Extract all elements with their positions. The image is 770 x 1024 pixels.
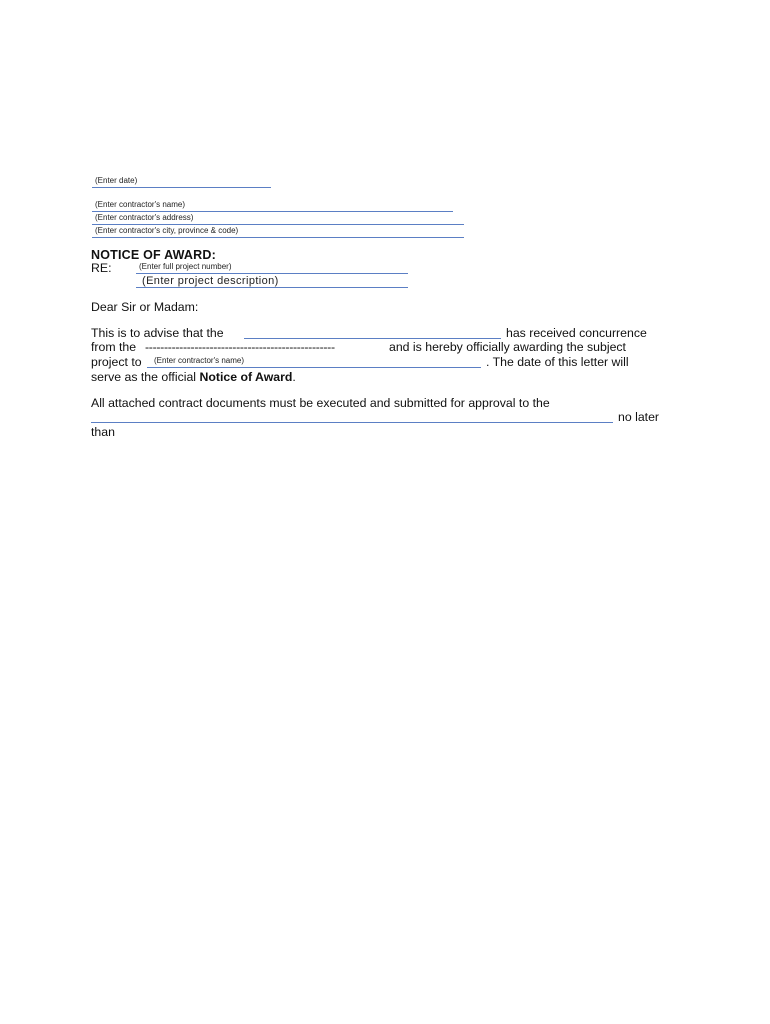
date-field[interactable]	[92, 175, 271, 188]
p1-line4-end: .	[292, 370, 296, 384]
salutation: Dear Sir or Madam:	[91, 300, 199, 314]
project-description-field[interactable]	[136, 274, 408, 288]
notice-of-award-bold: Notice of Award	[199, 370, 293, 384]
p2-line2-end: no later	[618, 410, 660, 424]
p1-line4	[91, 370, 296, 385]
p1-line2-end: and is hereby officially awarding the subject	[389, 340, 626, 354]
p1-line1-start: This is to advise that the	[91, 326, 224, 340]
p2-line1: All attached contract documents must be executed and submitted for approval to the	[91, 396, 550, 410]
date-placeholder: (Enter date)	[95, 176, 138, 185]
project-description-placeholder: (Enter project description)	[142, 275, 279, 287]
contractor-name-placeholder: (Enter contractor's name)	[95, 200, 186, 209]
project-number-placeholder: (Enter full project number)	[139, 262, 232, 271]
project-number-field[interactable]	[136, 261, 408, 274]
notice-title: NOTICE OF AWARD:	[91, 248, 216, 262]
contractor-address-placeholder: (Enter contractor's address)	[95, 213, 194, 222]
contractor-address-field[interactable]	[92, 212, 464, 225]
contractor-name-inline-field[interactable]	[147, 355, 481, 368]
contractor-name-field[interactable]	[92, 199, 453, 212]
p1-line4-start: serve as the official	[91, 370, 197, 384]
p1-line2-dashes: --------------------------------------------------	[145, 340, 335, 354]
p1-line3-end: . The date of this letter will	[486, 355, 629, 369]
p1-line3-start: project to	[91, 355, 142, 369]
contractor-city-placeholder: (Enter contractor's city, province & code)	[95, 226, 239, 235]
re-label: RE:	[91, 261, 112, 275]
awarding-party-field[interactable]	[244, 326, 501, 339]
approval-authority-field[interactable]	[91, 410, 613, 423]
p2-line3: than	[91, 425, 115, 439]
p1-line1-end: has received concurrence	[506, 326, 647, 340]
contractor-city-field[interactable]	[92, 225, 464, 238]
contractor-name-inline-placeholder: (Enter contractor's name)	[154, 356, 245, 365]
p1-line2-start: from the	[91, 340, 137, 354]
